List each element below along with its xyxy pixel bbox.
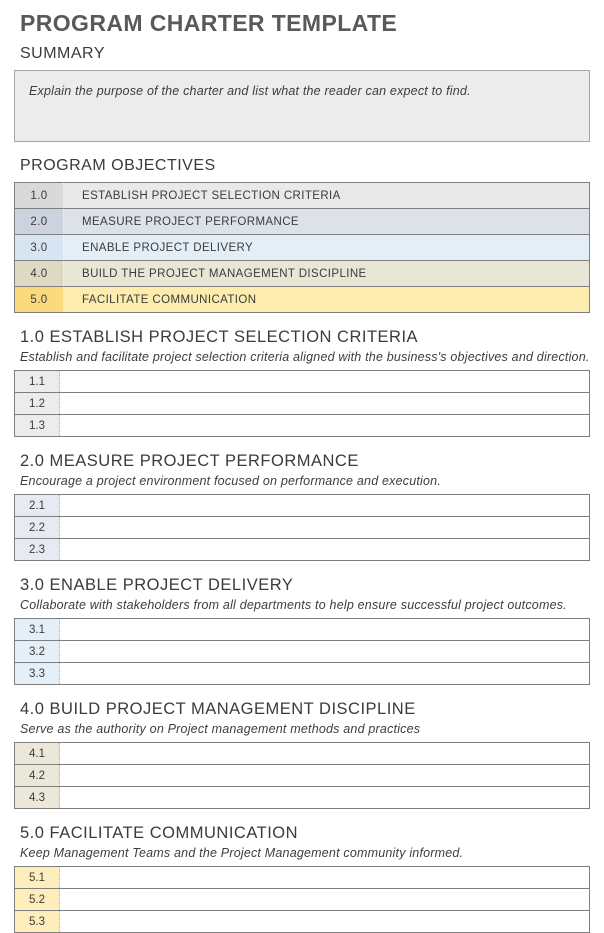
objective-label: ESTABLISH PROJECT SELECTION CRITERIA	[64, 183, 590, 209]
section-table	[14, 494, 590, 561]
objective-number: 3.0	[15, 235, 64, 261]
row-number: 1.1	[15, 371, 60, 393]
objectives-table	[14, 182, 590, 313]
section-description: Encourage a project environment focused on performance and execution.	[20, 474, 441, 488]
objective-row	[15, 183, 590, 209]
row-value-cell[interactable]	[60, 765, 590, 787]
objectives-heading: PROGRAM OBJECTIVES	[20, 157, 216, 174]
row-number: 5.1	[15, 867, 60, 889]
row-value-cell[interactable]	[60, 889, 590, 911]
row-number: 2.1	[15, 495, 60, 517]
table-row	[15, 539, 590, 561]
row-number: 2.3	[15, 539, 60, 561]
section-description: Keep Management Teams and the Project Management community informed.	[20, 846, 464, 860]
row-value-cell[interactable]	[60, 867, 590, 889]
section-description: Serve as the authority on Project management methods and practices	[20, 722, 421, 736]
objective-row	[15, 261, 590, 287]
table-row	[15, 867, 590, 889]
objective-number: 1.0	[15, 183, 64, 209]
section-heading: 3.0 ENABLE PROJECT DELIVERY	[20, 576, 294, 594]
table-row	[15, 371, 590, 393]
section-heading: 1.0 ESTABLISH PROJECT SELECTION CRITERIA	[20, 328, 419, 346]
section-1	[14, 327, 590, 437]
section-2	[14, 451, 590, 561]
row-value-cell[interactable]	[60, 539, 590, 561]
objective-label: FACILITATE COMMUNICATION	[64, 287, 590, 313]
row-number: 4.3	[15, 787, 60, 809]
table-row	[15, 663, 590, 685]
row-value-cell[interactable]	[60, 393, 590, 415]
row-number: 4.2	[15, 765, 60, 787]
objective-label: MEASURE PROJECT PERFORMANCE	[64, 209, 590, 235]
row-value-cell[interactable]	[60, 641, 590, 663]
page-title: PROGRAM CHARTER TEMPLATE	[20, 10, 398, 36]
row-value-cell[interactable]	[60, 495, 590, 517]
summary-placeholder: Explain the purpose of the charter and list what the reader can expect to find.	[29, 84, 471, 98]
row-value-cell[interactable]	[60, 371, 590, 393]
table-row	[15, 765, 590, 787]
section-description: Collaborate with stakeholders from all departments to help ensure successful project outcomes.	[20, 598, 567, 612]
objective-label: BUILD THE PROJECT MANAGEMENT DISCIPLINE	[64, 261, 590, 287]
objective-label: ENABLE PROJECT DELIVERY	[64, 235, 590, 261]
summary-heading: SUMMARY	[20, 45, 105, 62]
row-value-cell[interactable]	[60, 619, 590, 641]
table-row	[15, 495, 590, 517]
objective-row	[15, 235, 590, 261]
table-row	[15, 619, 590, 641]
table-row	[15, 641, 590, 663]
section-4	[14, 699, 590, 809]
objective-number: 4.0	[15, 261, 64, 287]
row-value-cell[interactable]	[60, 415, 590, 437]
section-heading: 5.0 FACILITATE COMMUNICATION	[20, 824, 299, 842]
row-number: 3.3	[15, 663, 60, 685]
table-row	[15, 911, 590, 933]
row-number: 1.3	[15, 415, 60, 437]
row-value-cell[interactable]	[60, 787, 590, 809]
row-number: 2.2	[15, 517, 60, 539]
row-number: 3.1	[15, 619, 60, 641]
table-row	[15, 517, 590, 539]
table-row	[15, 415, 590, 437]
row-value-cell[interactable]	[60, 911, 590, 933]
row-number: 4.1	[15, 743, 60, 765]
summary-box[interactable]	[14, 70, 590, 142]
row-number: 3.2	[15, 641, 60, 663]
section-table	[14, 742, 590, 809]
row-number: 1.2	[15, 393, 60, 415]
section-table	[14, 618, 590, 685]
row-value-cell[interactable]	[60, 743, 590, 765]
row-number: 5.3	[15, 911, 60, 933]
objective-number: 2.0	[15, 209, 64, 235]
table-row	[15, 889, 590, 911]
section-description: Establish and facilitate project selection criteria aligned with the business's objectives and direction.	[20, 350, 590, 364]
table-row	[15, 743, 590, 765]
section-3	[14, 575, 590, 685]
row-number: 5.2	[15, 889, 60, 911]
objective-row	[15, 209, 590, 235]
row-value-cell[interactable]	[60, 517, 590, 539]
section-heading: 4.0 BUILD PROJECT MANAGEMENT DISCIPLINE	[20, 700, 416, 718]
table-row	[15, 393, 590, 415]
section-5	[14, 823, 590, 933]
table-row	[15, 787, 590, 809]
section-heading: 2.0 MEASURE PROJECT PERFORMANCE	[20, 452, 359, 470]
section-table	[14, 866, 590, 933]
objective-row	[15, 287, 590, 313]
row-value-cell[interactable]	[60, 663, 590, 685]
objective-number: 5.0	[15, 287, 64, 313]
section-table	[14, 370, 590, 437]
